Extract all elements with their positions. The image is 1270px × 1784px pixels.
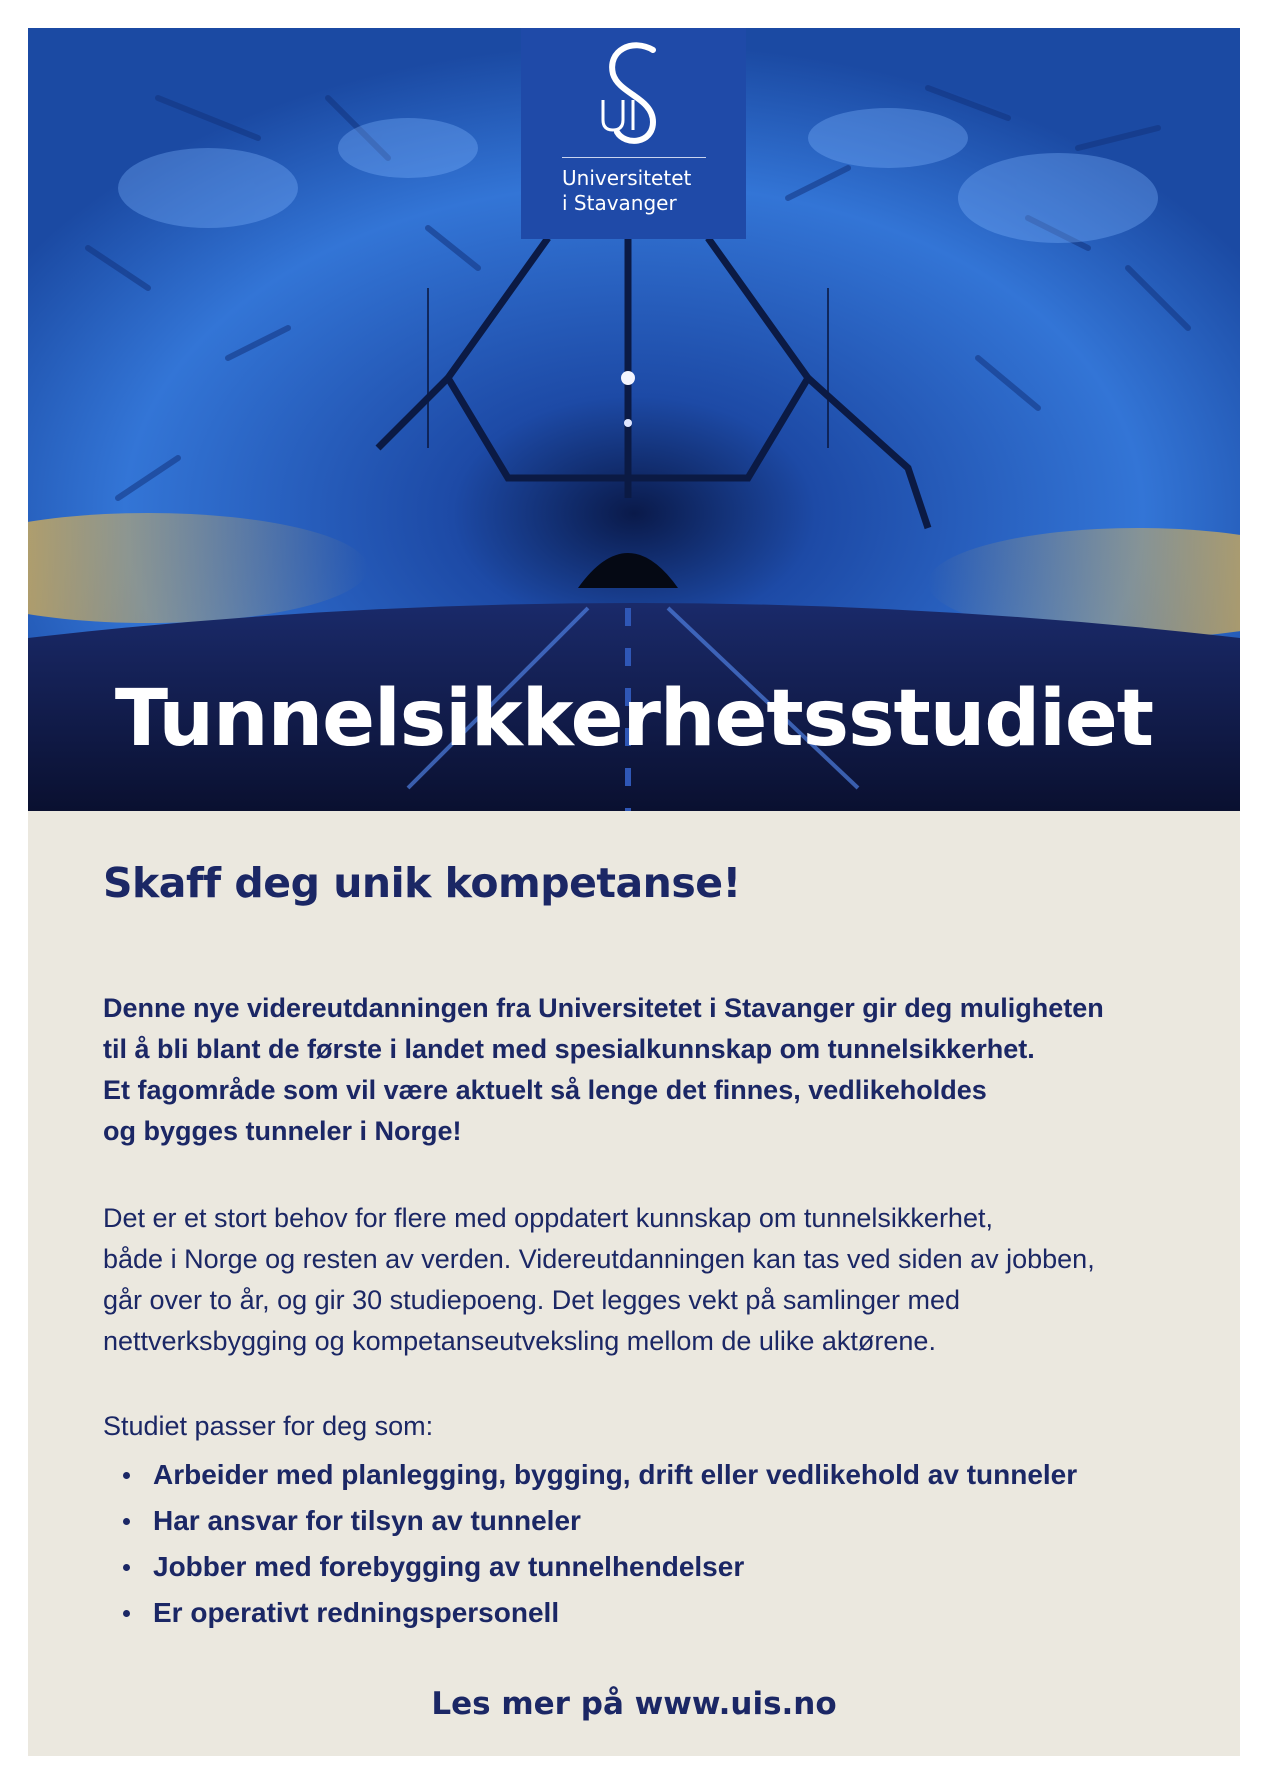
- body-line: Det er et stort behov for flere med oppdatert kunnskap om tunnelsikkerhet,: [103, 1203, 993, 1233]
- logo-line-2: i Stavanger: [562, 191, 677, 215]
- list-item-text: Har ansvar for tilsyn av tunneler: [153, 1505, 581, 1536]
- bullet-icon: [123, 1610, 130, 1617]
- audience-label: Studiet passer for deg som:: [103, 1411, 434, 1441]
- body-line: går over to år, og gir 30 studiepoeng. Det legges vekt på samlinger med: [103, 1285, 960, 1315]
- list-item-text: Jobber med forebygging av tunnelhendelser: [153, 1551, 745, 1582]
- logo-line-1: Universitetet: [562, 166, 692, 190]
- audience-list: [103, 1452, 1077, 1636]
- intro-line: Et fagområde som vil være aktuelt så lenge det finnes, vedlikeholdes: [103, 1075, 987, 1105]
- bullet-icon: [123, 1518, 130, 1525]
- page-heading: Skaff deg unik kompetanse!: [103, 859, 741, 907]
- bullet-icon: [123, 1472, 130, 1479]
- intro-line: Denne nye videreutdanningen fra Universitetet i Stavanger gir deg muligheten: [103, 993, 1104, 1023]
- list-item-text: Er operativt redningspersonell: [153, 1597, 560, 1628]
- list-item-text: Arbeider med planlegging, bygging, drift eller vedlikehold av tunneler: [153, 1459, 1078, 1490]
- body-line: både i Norge og resten av verden. Videreutdanningen kan tas ved siden av jobben,: [103, 1244, 1095, 1274]
- hero-title: Tunnelsikkerhetsstudiet: [114, 674, 1154, 764]
- content-header: [103, 859, 1200, 907]
- uis-logo[interactable]: [521, 28, 746, 239]
- list-item: [103, 1544, 1077, 1590]
- list-item: [103, 1590, 1077, 1636]
- intro-line: og bygges tunneler i Norge!: [103, 1116, 462, 1146]
- intro-line: til å bli blant de første i landet med spesialkunnskap om tunnelsikkerhet.: [103, 1034, 1035, 1064]
- read-more-link[interactable]: Les mer på www.uis.no: [431, 1686, 837, 1722]
- intro-paragraph: [103, 988, 1213, 1152]
- logo-divider: [562, 157, 706, 158]
- list-item: [103, 1498, 1077, 1544]
- uis-monogram-icon: [521, 28, 746, 158]
- body-line: nettverksbygging og kompetanseutveksling mellom de ulike aktørene.: [103, 1326, 936, 1356]
- list-item: [103, 1452, 1077, 1498]
- body-paragraph: [103, 1198, 1213, 1362]
- logo-wordmark: [562, 166, 691, 216]
- bullet-icon: [123, 1564, 130, 1571]
- poster: [28, 28, 1240, 1756]
